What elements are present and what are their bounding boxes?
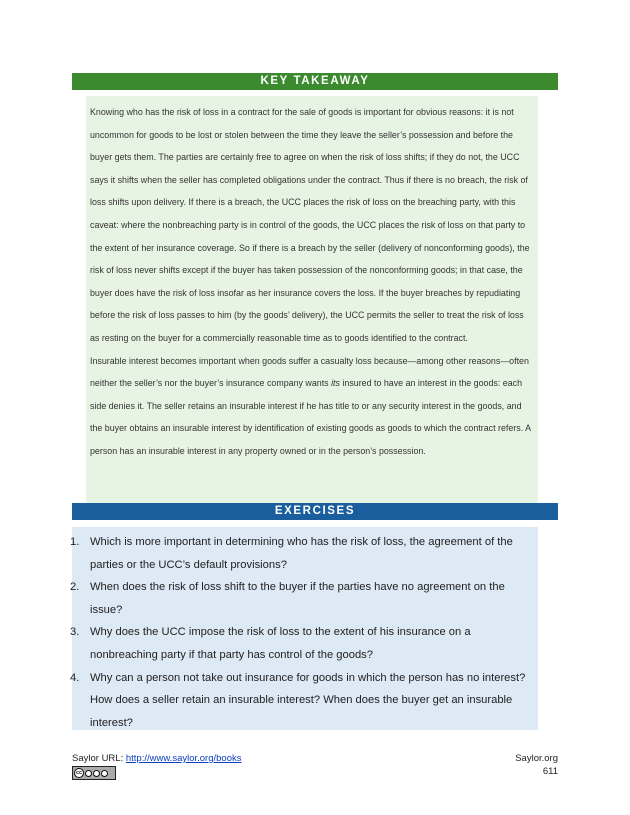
emphasized-word: its [331,378,340,389]
by-icon [85,770,92,777]
footer-site-name: Saylor.org [515,753,558,764]
exercise-number: 3. [70,626,80,639]
sa-icon [101,770,108,777]
creative-commons-license-icon[interactable] [72,766,116,780]
paragraph-text: Insurable interest becomes important when goods suffer a casualty loss because—among other reasons—often neither the seller’s nor the buyer’s insurance company wants [90,355,529,389]
exercise-item [72,621,532,666]
exercise-number: 1. [70,536,80,548]
page-number: 611 [542,765,558,777]
exercise-text: When does the risk of loss shift to the buyer if the parties have no agreement on the issue? [90,581,505,616]
footer-site-info [515,753,558,778]
footer-source [72,753,242,764]
paragraph-text: insured to have an interest in the goods: each side denies it. The seller retains an insurable interest if he has title to or any security interest in the goods, and the buyer obtains an insurable interest by identification of existing goods as goods to which the contract refers. A person has an insurable interest in any property owned or in the person’s possession. [90,378,531,456]
key-takeaway-paragraph-2 [90,350,534,463]
exercise-item [72,667,532,735]
exercise-text: Why does the UCC impose the risk of loss to the extent of his insurance on a nonbreaching party if that party has control of the goods? [90,626,471,661]
nc-icon [93,770,100,777]
footer-url-label: Saylor URL: [72,753,126,764]
exercise-item [72,531,532,576]
exercise-text: Why can a person not take out insurance for goods in which the person has no interest? How does a seller retain an insurable interest? When does the buyer get an insurable interest? [90,671,526,729]
key-takeaway-paragraph-1: Knowing who has the risk of loss in a contract for the sale of goods is important for obvious reasons: it is not uncommon for goods to be lost or stolen between the time they leave the seller’s possession and before the buyer gets them. The parties are certainly free to agree on when the risk of loss shifts; if they do not, the UCC says it shifts when the seller has completed obligations under the contract. Thus if there is no breach, the risk of loss shifts upon delivery. If there is a breach, the UCC places the risk of loss on the breaching party, with this caveat: where the nonbreaching party is in control of the goods, the UCC places the risk of loss on that party to the extent of her insurance coverage. So if there is a breach by the seller (delivery of nonconforming goods), the risk of loss never shifts except if the buyer has taken possession of the nonconforming goods; in that case, the buyer does have the risk of loss insofar as her insurance covers the loss. If the buyer breaches by repudiating before the risk of loss passes to him (by the goods’ delivery), the UCC permits the seller to treat the risk of loss as resting on the buyer for a commercially reasonable time as to goods identified to the contract. [90,107,530,343]
exercise-number: 4. [70,671,80,684]
exercises-heading: EXERCISES [72,503,558,520]
exercise-number: 2. [70,581,80,594]
exercise-item [72,576,532,621]
exercise-text: Which is more important in determining who has the risk of loss, the agreement of the parties or the UCC’s default provisions? [90,536,513,571]
key-takeaway-box [86,96,538,503]
exercise-list [72,531,532,734]
key-takeaway-heading: KEY TAKEAWAY [72,73,558,90]
license-attribute-icons [85,770,108,777]
exercises-box [72,527,538,730]
saylor-books-link[interactable]: http://www.saylor.org/books [125,753,242,764]
cc-logo-icon: cc [75,770,83,776]
